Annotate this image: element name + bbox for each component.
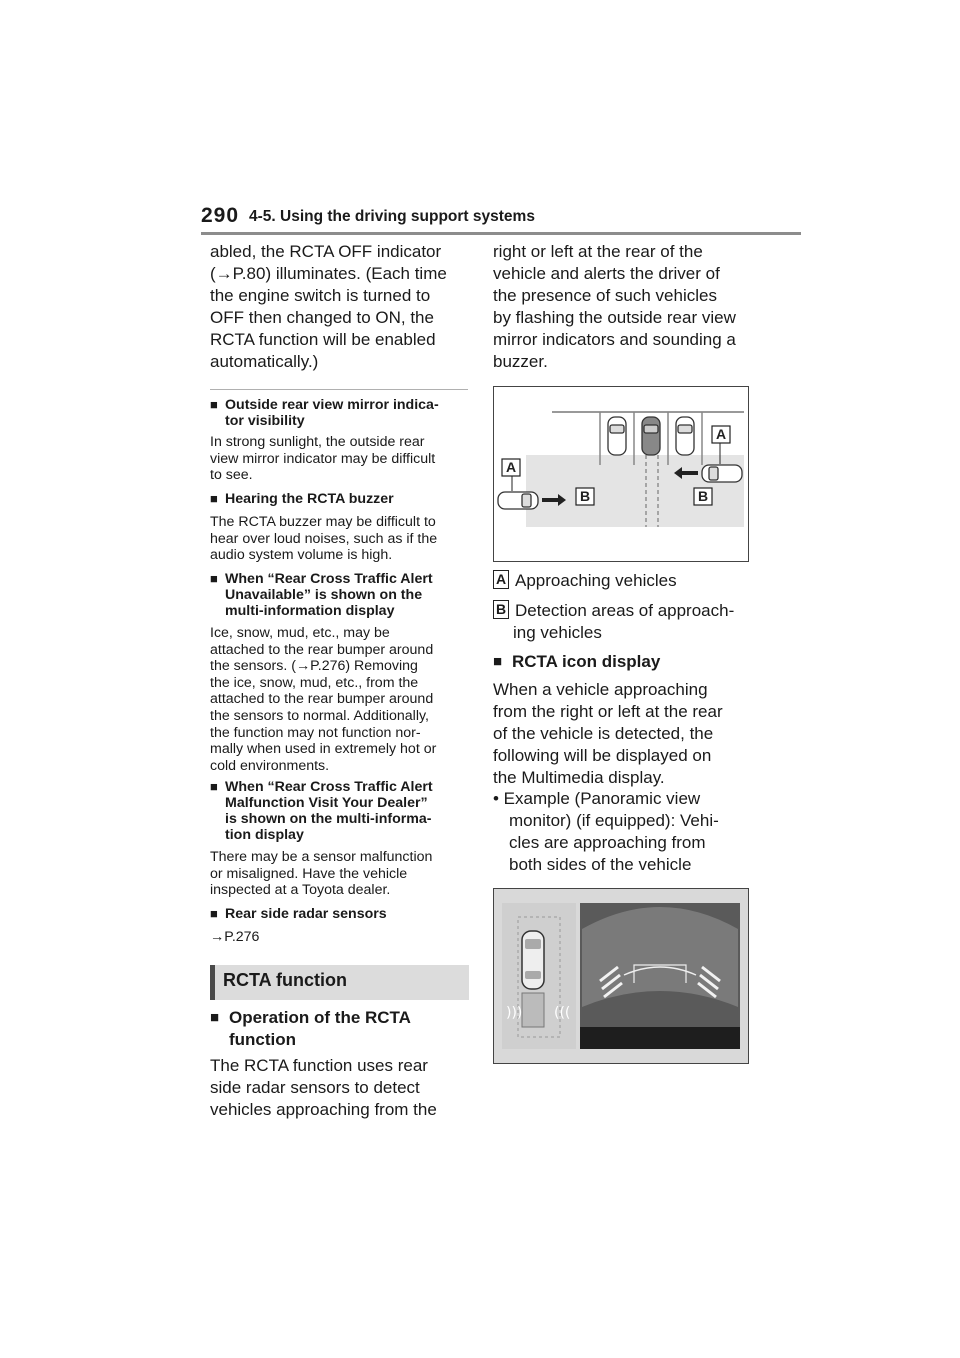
- note-buzzer: [210, 491, 470, 564]
- note-malfunction: [210, 779, 472, 899]
- icon-display-paragraph: When a vehicle approaching from the right or left at the rear of the vehicle is detected, the following will be displayed on the Multimedia display.: [493, 680, 723, 787]
- section-title: 4-5. Using the driving support systems: [249, 208, 535, 225]
- note-text: Ice, snow, mud, etc., may be attached to the rear bumper around the sensors. (→P.276) Removing the ice, snow, mud, etc., from the attached to the rear bumper around the sensors to normal. Additionally, the function may not function nor- mally when used in extremely hot or cold environments.: [210, 625, 437, 774]
- note-text: In strong sunlight, the outside rear view mirror indicator may be difficult to see.: [210, 434, 436, 484]
- approaching-car-right-icon: [702, 465, 742, 482]
- legend-item-a: A Approaching vehicles: [493, 570, 677, 592]
- note-mirror-visibility: [210, 397, 470, 484]
- note-heading: ■ Hearing the RCTA buzzer: [210, 491, 394, 507]
- legend-item-b: B Detection areas of approach- ing vehicles: [493, 600, 734, 644]
- page-header: [201, 204, 801, 234]
- panoramic-monitor-illustration: [494, 889, 748, 1063]
- svg-text:B: B: [697, 488, 709, 504]
- note-heading: ■ When “Rear Cross Traffic Alert Malfunction Visit Your Dealer” is shown on the multi-informa- tion display: [210, 779, 433, 843]
- example-bullet: • Example (Panoramic view monitor) (if equipped): Vehi- cles are approaching from both sides of the vehicle: [493, 789, 719, 874]
- approaching-car-left-icon: [498, 492, 538, 509]
- parked-car-icon: [676, 417, 694, 455]
- icon-display-heading: ■ RCTA icon display: [493, 652, 661, 671]
- continued-paragraph: right or left at the rear of the vehicle and alerts the driver of the presence of such vehicles by flashing the outside rear view mirror indicators and sounding a buzzer.: [493, 242, 736, 371]
- intro-paragraph: abled, the RCTA OFF indicator (→P.80) illuminates. (Each time the engine switch is turned to OFF then changed to ON, the RCTA function will be enabled automatically.): [210, 242, 447, 371]
- note-heading: ■ Rear side radar sensors: [210, 906, 387, 922]
- parked-car-icon: [642, 417, 660, 455]
- parked-car-icon: [608, 417, 626, 455]
- note-radar-sensors: [210, 906, 472, 946]
- page-number: 290: [201, 204, 240, 227]
- legend-tag: A: [493, 570, 509, 589]
- note-unavailable: [210, 571, 472, 774]
- operation-heading: ■ Operation of the RCTA function: [210, 1008, 411, 1049]
- legend-tag: B: [493, 600, 509, 619]
- note-heading: ■ Outside rear view mirror indica- tor visibility: [210, 397, 439, 429]
- note-heading: ■ When “Rear Cross Traffic Alert Unavailable” is shown on the multi-information display: [210, 571, 433, 619]
- banner-title: RCTA function: [223, 970, 347, 990]
- rcta-right-wave-icon: (((: [554, 1005, 571, 1021]
- multimedia-display-figure: [493, 888, 749, 1064]
- parking-lot-illustration: [494, 387, 748, 561]
- note-text: The RCTA buzzer may be difficult to hear over loud noises, such as if the audio system volume is high.: [210, 514, 438, 564]
- rcta-left-wave-icon: ))): [506, 1005, 523, 1021]
- svg-text:B: B: [579, 488, 591, 504]
- header-rule: [201, 232, 801, 235]
- rcta-diagram: [493, 386, 749, 562]
- svg-text:A: A: [505, 459, 517, 475]
- operation-paragraph: The RCTA function uses rear side radar sensors to detect vehicles approaching from the: [210, 1056, 437, 1119]
- notes-divider: [210, 389, 468, 390]
- note-text: There may be a sensor malfunction or misaligned. Have the vehicle inspected at a Toyota dealer.: [210, 849, 433, 899]
- page-reference-link[interactable]: →P.276: [210, 929, 260, 945]
- svg-text:A: A: [715, 426, 727, 442]
- section-banner: [210, 965, 469, 1000]
